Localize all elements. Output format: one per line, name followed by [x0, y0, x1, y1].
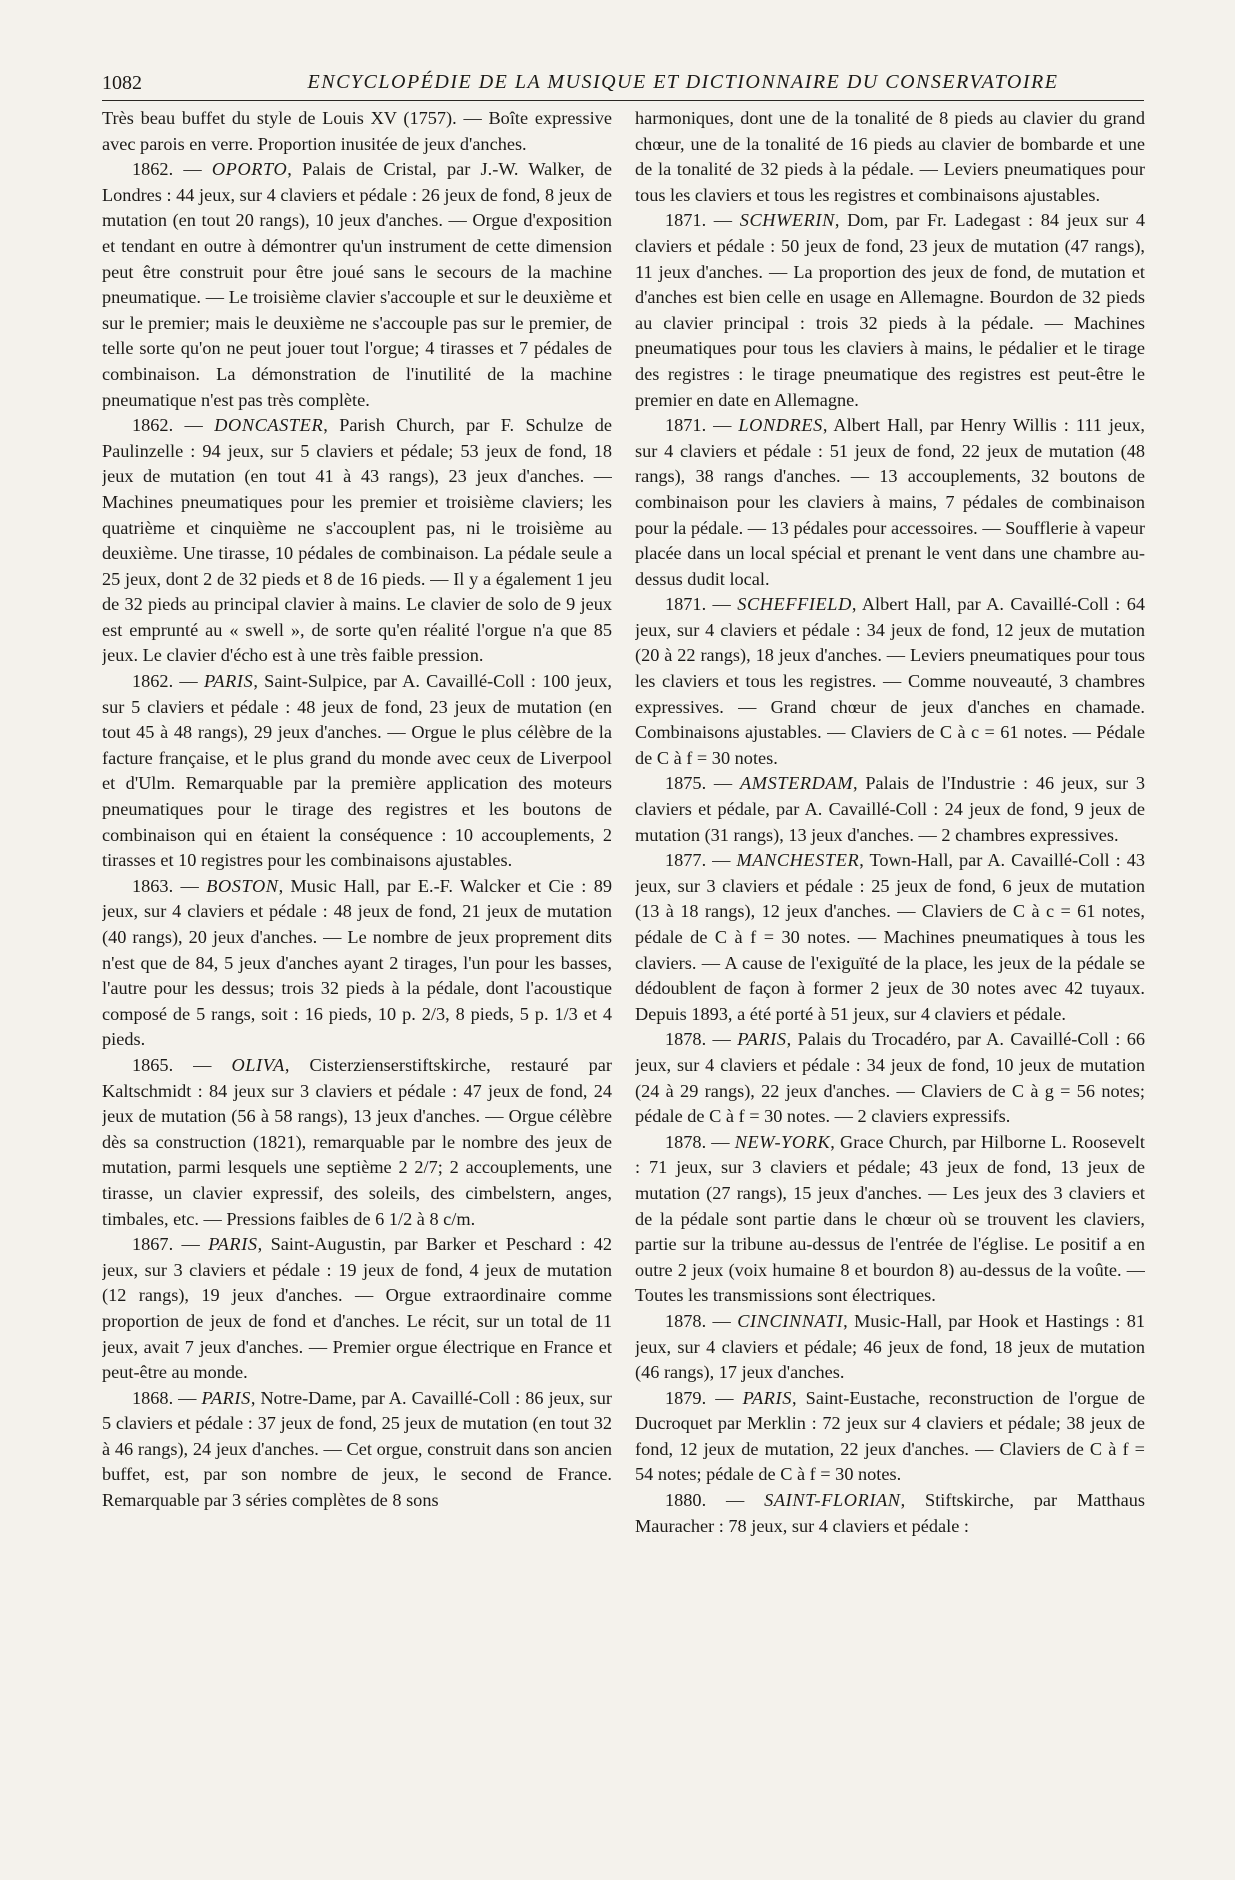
separator: ,: [323, 415, 340, 436]
entry-year: 1879. —: [665, 1387, 743, 1408]
separator: ,: [853, 773, 866, 794]
paragraph: [635, 1309, 1145, 1386]
entry-text: Saint-Augustin, par Barker et Peschard : 42 jeux, sur 3 claviers et pédale : 19 jeux de fond, 4 jeux de mutation (12 rangs), 19 jeux d'anches. — Orgue extraordinaire comme proportion de jeux de fond et d'anches. Le récit, sur un total de 11 jeux, avait 7 jeux d'anches. — Premier orgue électrique en France et peut-être au monde.: [102, 1234, 612, 1383]
entry-year: 1868. —: [132, 1387, 202, 1408]
separator: ,: [284, 1054, 310, 1075]
separator: ,: [253, 671, 265, 692]
separator: ,: [834, 210, 848, 231]
place-name: SAINT-FLORIAN: [764, 1490, 901, 1511]
entry-text: Albert Hall, par A. Cavaillé-Coll : 64 jeux, sur 4 claviers et pédale : 34 jeux de fond, 12 jeux de mutation (20 à 22 rangs), 18 jeux d'anches. — Leviers pneumatiques pour tous les claviers et tous les registres. — Comme nouveauté, 3 chambres expressives. — Grand chœur de jeux d'anches en chamade. Combinaisons ajustables. — Claviers de C à c = 61 notes. — Pédale de C à f = 30 notes.: [635, 594, 1145, 768]
place-name: DONCASTER: [214, 415, 324, 436]
paragraph: [635, 848, 1145, 1027]
entry-year: 1877. —: [665, 850, 737, 871]
paragraph: [102, 1232, 612, 1386]
paragraph: [635, 1386, 1145, 1488]
place-name: AMSTERDAM: [739, 773, 854, 794]
entry-text: Dom, par Fr. Ladegast : 84 jeux sur 4 claviers et pédale : 50 jeux de fond, 23 jeux de mutation (47 rangs), 11 jeux d'anches. — La proportion des jeux de fond, de mutation et d'anches est bien celle en usage en Allemagne. Bourdon de 32 pieds au clavier principal : trois 32 pieds à la pédale. — Machines pneumatiques pour tous les claviers à mains, le pédalier et le tirage des registres : le tirage pneumatique des registres est peut-être le premier en date en Allemagne.: [635, 210, 1145, 410]
entry-text: Palais de l'Industrie : 46 jeux, sur 3 claviers et pédale, par A. Cavaillé-Coll : 24 jeux de fond, 9 jeux de mutation (31 rangs), 13 jeux d'anches. — 2 chambres expressives.: [635, 773, 1145, 845]
separator: ,: [851, 594, 862, 615]
paragraph: [635, 1130, 1145, 1309]
place-name: PARIS: [201, 1387, 251, 1408]
paragraph: [102, 874, 612, 1053]
place-name: CINCINNATI: [737, 1310, 844, 1331]
running-title: ENCYCLOPÉDIE DE LA MUSIQUE ET DICTIONNAIRE DU CONSERVATOIRE: [307, 71, 1059, 93]
paragraph: [102, 1386, 612, 1514]
paragraph: [102, 1053, 612, 1232]
paragraph: [102, 157, 612, 413]
entry-text: Stiftskirche, par Matthaus Mauracher : 78 jeux, sur 4 claviers et pédale :: [635, 1490, 1145, 1536]
entry-year: 1862. —: [132, 159, 212, 180]
place-name: MANCHESTER: [736, 850, 860, 871]
entry-year: 1871. —: [665, 415, 739, 436]
entry-text: Grace Church, par Hilborne L. Roosevelt : 71 jeux, sur 3 claviers et pédale; 43 jeux de fond, 13 jeux de mutation (27 rangs), 15 jeux d'anches. — Les jeux des 3 claviers et de la pédale sont partie dans le chœur où se trouvent les claviers, partie sur la tribune au-dessus de l'entrée de l'église. Le positif a en outre 2 jeux (voix humaine 8 et bourdon 8) au-dessus de la voûte. — Toutes les transmissions sont électriques.: [635, 1131, 1145, 1306]
separator: ,: [859, 850, 870, 871]
paragraph: [102, 413, 612, 669]
entry-text: Parish Church, par F. Schulze de Paulinzelle : 94 jeux, sur 5 claviers et pédale; 53 jeux de fond, 18 jeux de mutation (en tout 41 à 43 rangs), 23 jeux d'anches. — Machines pneumatiques pour les premier et troisième claviers; les quatrième et cinquième ne s'accouplent pas, ni le troisième au deuxième. Une tirasse, 10 pédales de combinaison. La pédale seule a 25 jeux, dont 2 de 32 pieds et 8 de 16 pieds. — Il y a également 1 jeu de 32 pieds au principal clavier à mains. Le clavier de solo de 9 jeux est emprunté au « swell », de sorte qu'en réalité l'orgue n'a que 85 jeux. Le clavier d'écho est à une très faible pression.: [102, 415, 612, 666]
paragraph: [635, 771, 1145, 848]
paragraph: [102, 669, 612, 874]
entry-year: 1878. —: [665, 1029, 738, 1050]
place-name: SCHWERIN: [739, 210, 835, 231]
entry-year: 1862. —: [132, 415, 215, 436]
place-name: OLIVA: [231, 1054, 285, 1075]
separator: ,: [843, 1310, 855, 1331]
place-name: PARIS: [742, 1387, 792, 1408]
entry-text: Music Hall, par E.-F. Walcker et Cie : 89 jeux, sur 4 claviers et pédale : 48 jeux de fond, 21 jeux de mutation (40 rangs), 20 jeux d'anches. — Le nombre de jeux proprement dits n'est que de 84, 5 jeux d'anches ayant 2 tirages, l'un pour les basses, l'autre pour les dessus; trois 32 pieds à la pédale, dont l'acoustique composé de 5 rangs, soit : 16 pieds, 10 p. 2/3, 8 pieds, 5 p. 1/3 et 4 pieds.: [102, 875, 612, 1050]
place-name: PARIS: [737, 1029, 787, 1050]
paragraph: [635, 106, 1145, 208]
page-number: 1082: [102, 72, 142, 94]
entry-year: 1867. —: [132, 1234, 209, 1255]
left-column: [102, 106, 612, 1862]
separator: ,: [250, 1387, 261, 1408]
entry-text: Cisterzienserstiftskirche, restauré par Kaltschmidt : 84 jeux sur 3 claviers et pédale : 47 jeux de fond, 24 jeux de mutation (56 à 58 rangs), 13 jeux d'anches. — Orgue célèbre dès sa construction (1821), remarquable par le nombre des jeux de mutation, parmi lesquels une septième 2 2/7; 2 accouplements, une tirasse, un clavier expressif, des soleils, des cimbelstern, anges, timbales, etc. — Pressions faibles de 6 1/2 à 8 c/m.: [102, 1054, 612, 1229]
separator: ,: [786, 1029, 798, 1050]
entry-year: 1880. —: [665, 1490, 765, 1511]
paragraph: [635, 1027, 1145, 1129]
entry-text: harmoniques, dont une de la tonalité de 8 pieds au clavier du grand chœur, une de la tonalité de 16 pieds au clavier de bombarde et une de la tonalité de 32 pieds à la pédale. — Leviers pneumatiques pour tous les claviers et tous les registres et combinaisons ajustables.: [635, 108, 1145, 205]
entry-year: 1875. —: [665, 773, 740, 794]
place-name: PARIS: [208, 1234, 258, 1255]
paragraph: [635, 1488, 1145, 1539]
entry-text: Saint-Eustache, reconstruction de l'orgue de Ducroquet par Merklin : 72 jeux sur 4 claviers et pédale; 38 jeux de fond, 12 jeux de mutation, 22 jeux d'anches. — Claviers de C à f = 54 notes; pédale de C à f = 30 notes.: [635, 1387, 1145, 1485]
separator: ,: [287, 159, 303, 180]
entry-text: Très beau buffet du style de Louis XV (1757). — Boîte expressive avec parois en verre. Proportion inusitée de jeux d'anches.: [102, 108, 612, 154]
separator: ,: [822, 415, 834, 436]
entry-year: 1871. —: [665, 210, 740, 231]
entry-year: 1878. —: [665, 1131, 735, 1152]
place-name: SCHEFFIELD: [737, 594, 852, 615]
entry-year: 1871. —: [665, 594, 738, 615]
place-name: BOSTON: [206, 875, 279, 896]
entry-year: 1862. —: [132, 671, 204, 692]
entry-year: 1863. —: [132, 875, 207, 896]
place-name: PARIS: [203, 671, 254, 692]
place-name: LONDRES: [738, 415, 823, 436]
separator: ,: [278, 875, 291, 896]
separator: ,: [791, 1387, 806, 1408]
separator: ,: [900, 1490, 926, 1511]
entry-text: Albert Hall, par Henry Willis : 111 jeux, sur 4 claviers et pédale : 51 jeux de fond, 22 jeux de mutation (48 rangs), 38 rangs d'anches. — 13 accouplements, 32 boutons de combinaison pour les claviers à mains, 7 pédales de combinaison pour la pédale. — 13 pédales pour accessoires. — Soufflerie à vapeur placée dans un local spécial et prenant le vent dans une chambre au-dessus dudit local.: [635, 415, 1145, 589]
entry-text: Town-Hall, par A. Cavaillé-Coll : 43 jeux, sur 3 claviers et pédale : 25 jeux de fond, 6 jeux de mutation (13 à 18 rangs), 12 jeux d'anches. — Claviers de C à c = 61 notes, pédale de C à f = 30 notes. — Machines pneumatiques à tous les claviers. — A cause de l'exiguïté de la place, les jeux de la pédale se dédoublent de façon à former 2 jeux de 30 notes avec 42 tuyaux. Depuis 1893, a été porté à 51 jeux, sur 4 claviers et pédale.: [635, 850, 1145, 1024]
place-name: OPORTO: [211, 159, 288, 180]
entry-text: Palais de Cristal, par J.-W. Walker, de Londres : 44 jeux, sur 4 claviers et pédale : 26 jeux de fond, 8 jeux de mutation (en tout 20 rangs), 10 jeux d'anches. — Orgue d'exposition et tendant en outre à démontrer qu'un instrument de cette dimension peut être construit pour être joué sans le secours de la machine pneumatique. — Le troisième clavier s'accouple et sur le deuxième et sur le premier; mais le deuxième ne s'accouple pas sur le premier, de telle sorte qu'on ne peut jouer tout l'orgue; 4 tirasses et 7 pédales de combinaison. La démonstration de l'inutilité de la machine pneumatique n'est pas très complète.: [102, 159, 612, 410]
right-column: [635, 106, 1145, 1862]
entry-text: Saint-Sulpice, par A. Cavaillé-Coll : 100 jeux, sur 5 claviers et pédale : 48 jeux de fond, 23 jeux de mutation (en tout 45 à 48 rangs), 29 jeux d'anches. — Orgue le plus célèbre de la facture française, et le plus grand du monde avec ceux de Liverpool et d'Ulm. Remarquable par la première application des moteurs pneumatiques pour le tirage des registres et les boutons de combinaison qui en étaient la conséquence : 10 accouplements, 2 tirasses et 10 registres pour les combinaisons ajustables.: [102, 671, 612, 871]
place-name: NEW-YORK: [734, 1131, 831, 1152]
paragraph: [635, 592, 1145, 771]
separator: ,: [257, 1234, 271, 1255]
paragraph: [102, 106, 612, 157]
entry-year: 1878. —: [665, 1310, 738, 1331]
entry-year: 1865. —: [132, 1054, 232, 1075]
entry-text: Notre-Dame, par A. Cavaillé-Coll : 86 jeux, sur 5 claviers et pédale : 37 jeux de fond, 25 jeux de mutation (en tout 32 à 46 rangs), 24 jeux d'anches. — Cet orgue, construit dans son ancien buffet, est, par son nombre de jeux, le second de France. Remarquable par 3 séries complètes de 8 sons: [102, 1387, 612, 1511]
paragraph: [635, 413, 1145, 592]
entry-text: Palais du Trocadéro, par A. Cavaillé-Coll : 66 jeux, sur 4 claviers et pédale : 34 jeux de fond, 10 jeux de mutation (24 à 29 rangs), 22 jeux d'anches. — Claviers de C à g = 56 notes; pédale de C à f = 30 notes. — 2 claviers expressifs.: [635, 1029, 1145, 1127]
page-header: [102, 70, 1144, 101]
paragraph: [635, 208, 1145, 413]
entry-text: Music-Hall, par Hook et Hastings : 81 jeux, sur 4 claviers et pédale; 46 jeux de fond, 18 jeux de mutation (46 rangs), 17 jeux d'anches.: [635, 1310, 1145, 1383]
separator: ,: [830, 1131, 840, 1152]
